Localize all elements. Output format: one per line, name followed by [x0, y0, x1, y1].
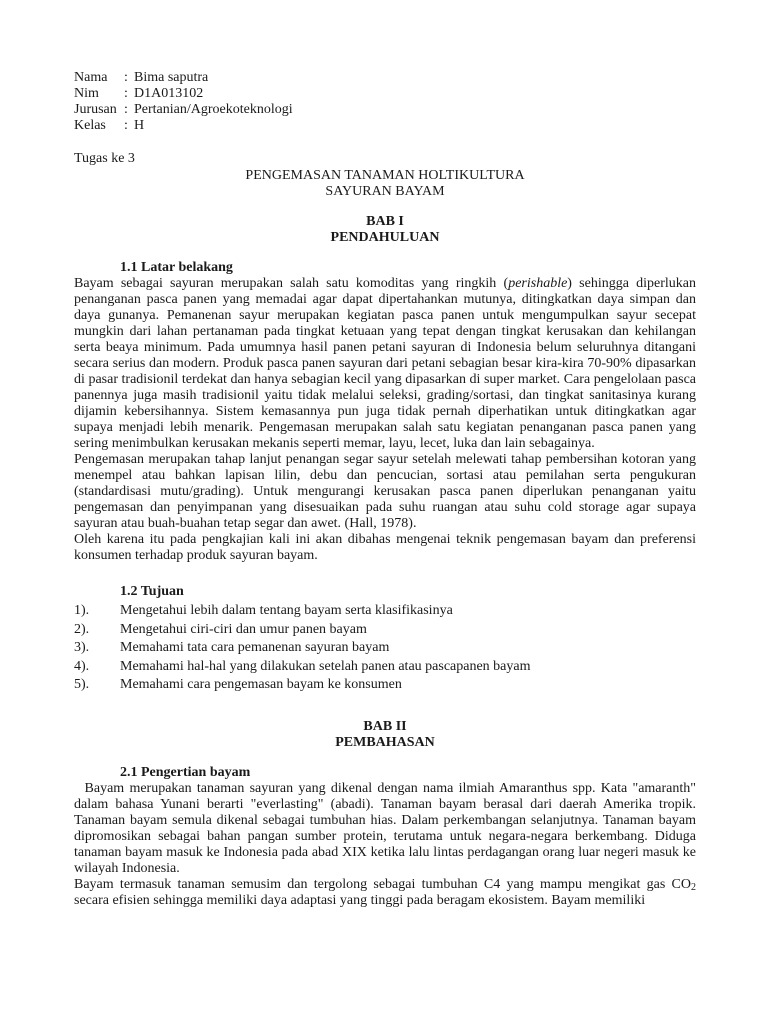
- student-info: [74, 70, 696, 134]
- info-value: Pertanian/Agroekoteknologi: [134, 102, 293, 117]
- list-number: 2).: [74, 621, 90, 637]
- list-item: [74, 676, 696, 695]
- info-separator: :: [124, 118, 128, 133]
- section-heading: 2.1 Pengertian bayam: [120, 764, 251, 780]
- italic-term: perishable: [508, 276, 568, 291]
- info-label: Nama: [74, 70, 108, 85]
- list-number: 1).: [74, 603, 90, 619]
- section-heading: 1.2 Tujuan: [120, 584, 184, 599]
- info-row-nama: [74, 70, 696, 86]
- document-page: [74, 70, 696, 909]
- subscript: 2: [691, 881, 696, 893]
- paragraph-text: Bayam termasuk tanaman semusim dan tergolong sebagai tumbuhan C4 yang mampu mengikat gas CO: [74, 876, 691, 892]
- info-separator: :: [124, 86, 128, 101]
- assignment-label: Tugas ke 3: [74, 151, 135, 166]
- objectives-list: [74, 602, 696, 695]
- document-title: PENGEMASAN TANAMAN HOLTIKULTURA: [245, 168, 525, 183]
- chapter-title: PENDAHULUAN: [330, 230, 440, 245]
- list-text: Mengetahui lebih dalam tentang bayam serta klasifikasinya: [120, 603, 453, 619]
- chapter-number: BAB II: [363, 718, 407, 734]
- chapter-title: PEMBAHASAN: [335, 734, 435, 750]
- info-label: Jurusan: [74, 102, 117, 117]
- list-text: Mengetahui ciri-ciri dan umur panen bayam: [120, 621, 367, 637]
- list-text: Memahami tata cara pemanenan sayuran bayam: [120, 640, 390, 656]
- info-row-jurusan: [74, 102, 696, 118]
- paragraph-text: Bayam sebagai sayuran merupakan salah satu komoditas yang ringkih (: [74, 276, 509, 291]
- info-value: Bima saputra: [134, 70, 209, 85]
- info-value: D1A013102: [134, 86, 204, 101]
- info-label: Nim: [74, 86, 99, 101]
- list-text: Memahami cara pengemasan bayam ke konsumen: [120, 677, 402, 693]
- list-number: 3).: [74, 640, 90, 656]
- list-item: [74, 602, 696, 621]
- info-row-kelas: [74, 118, 696, 134]
- info-separator: :: [124, 70, 128, 85]
- info-row-nim: [74, 86, 696, 102]
- list-item: [74, 639, 696, 658]
- paragraph-text: secara efisien sehingga memiliki daya adaptasi yang tinggi pada beragam ekosistem. Bayam memiliki: [74, 892, 646, 908]
- chapter-number: BAB I: [366, 214, 404, 229]
- paragraph: Oleh karena itu pada pengkajian kali ini akan dibahas mengenai teknik pengemasan bayam dan preferensi konsumen terhadap produk sayuran bayam.: [74, 532, 696, 563]
- list-number: 4).: [74, 658, 90, 674]
- paragraph: [74, 877, 696, 909]
- list-text: Memahami hal-hal yang dilakukan setelah panen atau pascapanen bayam: [120, 658, 531, 674]
- list-item: [74, 658, 696, 677]
- paragraph: Pengemasan merupakan tahap lanjut penangan segar sayur setelah melewati tahap pembersihan kotoran yang menempel atau bahkan lapisan lilin, debu dan pencucian, sortasi atau pemilahan serta pengukuran (standardisasi mutu/grading). Untuk mengurangi kerusakan pasca panen diperlukan penanganan yaitu pengemasan dan penyimpanan yang disesuaikan pada suhu ruangan atau suhu cold storage agar supaya sayuran atau buah-buahan tetap segar dan awet. (Hall, 1978).: [74, 452, 696, 531]
- paragraph: [74, 276, 696, 452]
- paragraph-text: ) sehingga diperlukan penanganan pasca panen yang memadai agar dapat dipertahankan mutunya, ditingkatkan daya simpan dan daya gunanya. Pemanenan sayur merupakan kegiatan pasca panen untuk mengumpulkan sayur secepat mungkin dari lahan pertanaman pada tingkat ketuaan yang tepat dengan tingkat kerusakan dan kehilangan serta beaya minimum. Pada umumnya hasil panen petani sayuran di Indonesia belum seluruhnya ditangani secara serius dan modern. Produk pasca panen sayuran dari petani sebagian besar kira-kira 70-90% dipasarkan di pasar tradisionil terdekat dan hanya sebagian kecil yang dipasarkan di super market. Cara pengelolaan pasca panennya juga masih tradisionil yaitu tidak melalui seleksi, grading/sortasi, dan tingkat sanitasinya kurang dijamin kebersihannya. Sistem kemasannya pun juga tidak pernah diperhatikan untuk ditingkatkan agar supaya menjadi lebih menarik. Pengemasan merupakan salah satu kegiatan penanganan pasca panen yang sering menimbulkan kerusakan mekanis seperti memar, layu, lecet, luka dan lain sebagainya.: [74, 276, 697, 451]
- section-heading: 1.1 Latar belakang: [120, 260, 233, 275]
- list-item: [74, 621, 696, 640]
- info-separator: :: [124, 102, 128, 117]
- list-number: 5).: [74, 677, 90, 693]
- info-value: H: [134, 118, 145, 133]
- paragraph: Bayam merupakan tanaman sayuran yang dikenal dengan nama ilmiah Amaranthus spp. Kata "amaranth" dalam bahasa Yunani berarti "everlasting" (abadi). Tanaman bayam berasal dari daerah Amerika tropik. Tanaman bayam semula dikenal sebagai tumbuhan hias. Dalam perkembangan selanjutnya. Tanaman bayam dipromosikan sebagai bahan pangan sumber protein, terutama untuk negara-negara berkembang. Diduga tanaman bayam masuk ke Indonesia pada abad XIX ketika lalu lintas perdagangan orang luar negeri masuk ke wilayah Indonesia.: [74, 780, 696, 876]
- document-subtitle: SAYURAN BAYAM: [325, 184, 445, 199]
- info-label: Kelas: [74, 118, 106, 133]
